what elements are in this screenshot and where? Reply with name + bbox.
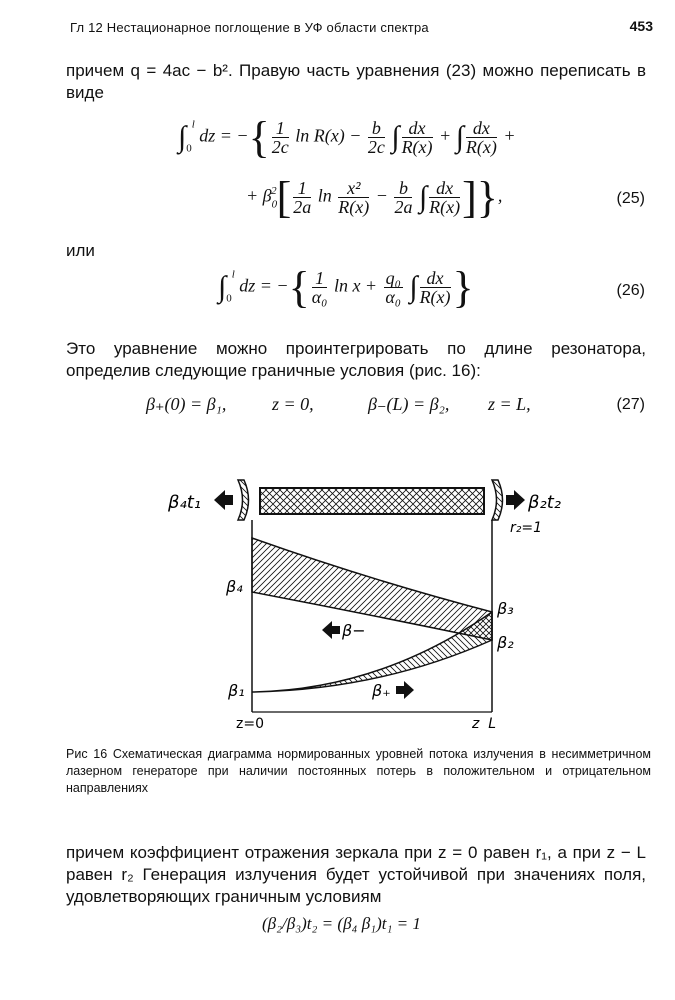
paragraph-reflection: причем коэффициент отражения зеркала при z = 0 равен r₁, а при z − L равен r₂ Генерация излучения будет устойчивой при значениях поля, удовлетворяющих граничным условиям [66, 843, 646, 906]
label-beta-plus: β₊ [372, 681, 391, 700]
equation-25-line2: + $\beta_0^2$[ $\frac{1}{2a}$ ln $\frac{\text{x²}}{R(x)}$ − $\frac{b}{2a}$ ∫ $\frac{dx}{R(x)}$ ]}, [246, 173, 503, 222]
equation-27-number: (27) [616, 396, 645, 413]
equation-26-number: (26) [616, 282, 645, 299]
equation-25-number: (25) [616, 190, 645, 207]
beta-plus-arrow [396, 681, 414, 699]
label-beta3: β₃ [497, 599, 514, 618]
equation-25-line1: $\int_0^l$ dz = −{ $\frac{1}{2c}$ ln R(x) − $\frac{b}{2c}$ ∫ $\frac{dx}{R(x)}$ + ∫ $\frac{dx}{R(x)}$ + [178, 113, 516, 162]
final-equation: (β₂/β₃)t₂ = (β₄ β₁)t₁ = 1 [262, 914, 421, 933]
equation-27-part3: β₋(L) = β₂, [368, 394, 450, 414]
label-beta-minus: β− [342, 621, 366, 640]
paragraph-boundary: Это уравнение можно проинтегрировать по длине резонатора, определив следующие граничные условия (рис. 16): [66, 339, 646, 380]
page-number: 453 [629, 18, 653, 34]
paragraph-intro: причем q = 4ac − b². Правую часть уравнения (23) можно переписать в виде [66, 61, 646, 102]
figure-caption: Рис 16 Схематическая диаграмма нормированных уровней потока излучения в несимметричном лазерном генераторе при наличии постоянных потерь в положительном и отрицательном направлениях [66, 747, 651, 795]
equation-26: $\int_0^l$ dz = −{ $\frac{1}{\text{α₀}}$ ln x + $\frac{\text{q₀}}{\text{α₀}}$ ∫ $\frac{dx}{R(x)}$ } [218, 263, 474, 312]
or-word: или [66, 241, 95, 260]
left-output-arrow [214, 490, 233, 510]
figure-16 [0, 470, 675, 740]
label-r2: r₂=1 [510, 520, 543, 536]
label-beta2: β₂ [497, 633, 514, 652]
label-z0: z=0 [236, 716, 264, 732]
beta-minus-band [252, 538, 492, 640]
gain-medium-bar [260, 488, 484, 514]
label-b2t2: β₂t₂ [528, 492, 561, 513]
label-beta4: β₄ [226, 577, 243, 596]
label-beta1: β₁ [228, 681, 245, 700]
right-mirror [492, 480, 503, 520]
left-mirror [238, 480, 249, 520]
label-b4t1: β₄t₁ [168, 492, 201, 513]
running-header: Гл 12 Нестационарное поглощение в УФ области спектра [70, 20, 429, 35]
beta-minus-arrow [322, 621, 340, 639]
right-output-arrow [506, 490, 525, 510]
equation-27-part1: β₊(0) = β₁, [146, 394, 227, 414]
label-zL: z L [472, 716, 497, 732]
equation-27-part2: z = 0, [272, 394, 314, 414]
equation-27-part4: z = L, [488, 394, 531, 414]
